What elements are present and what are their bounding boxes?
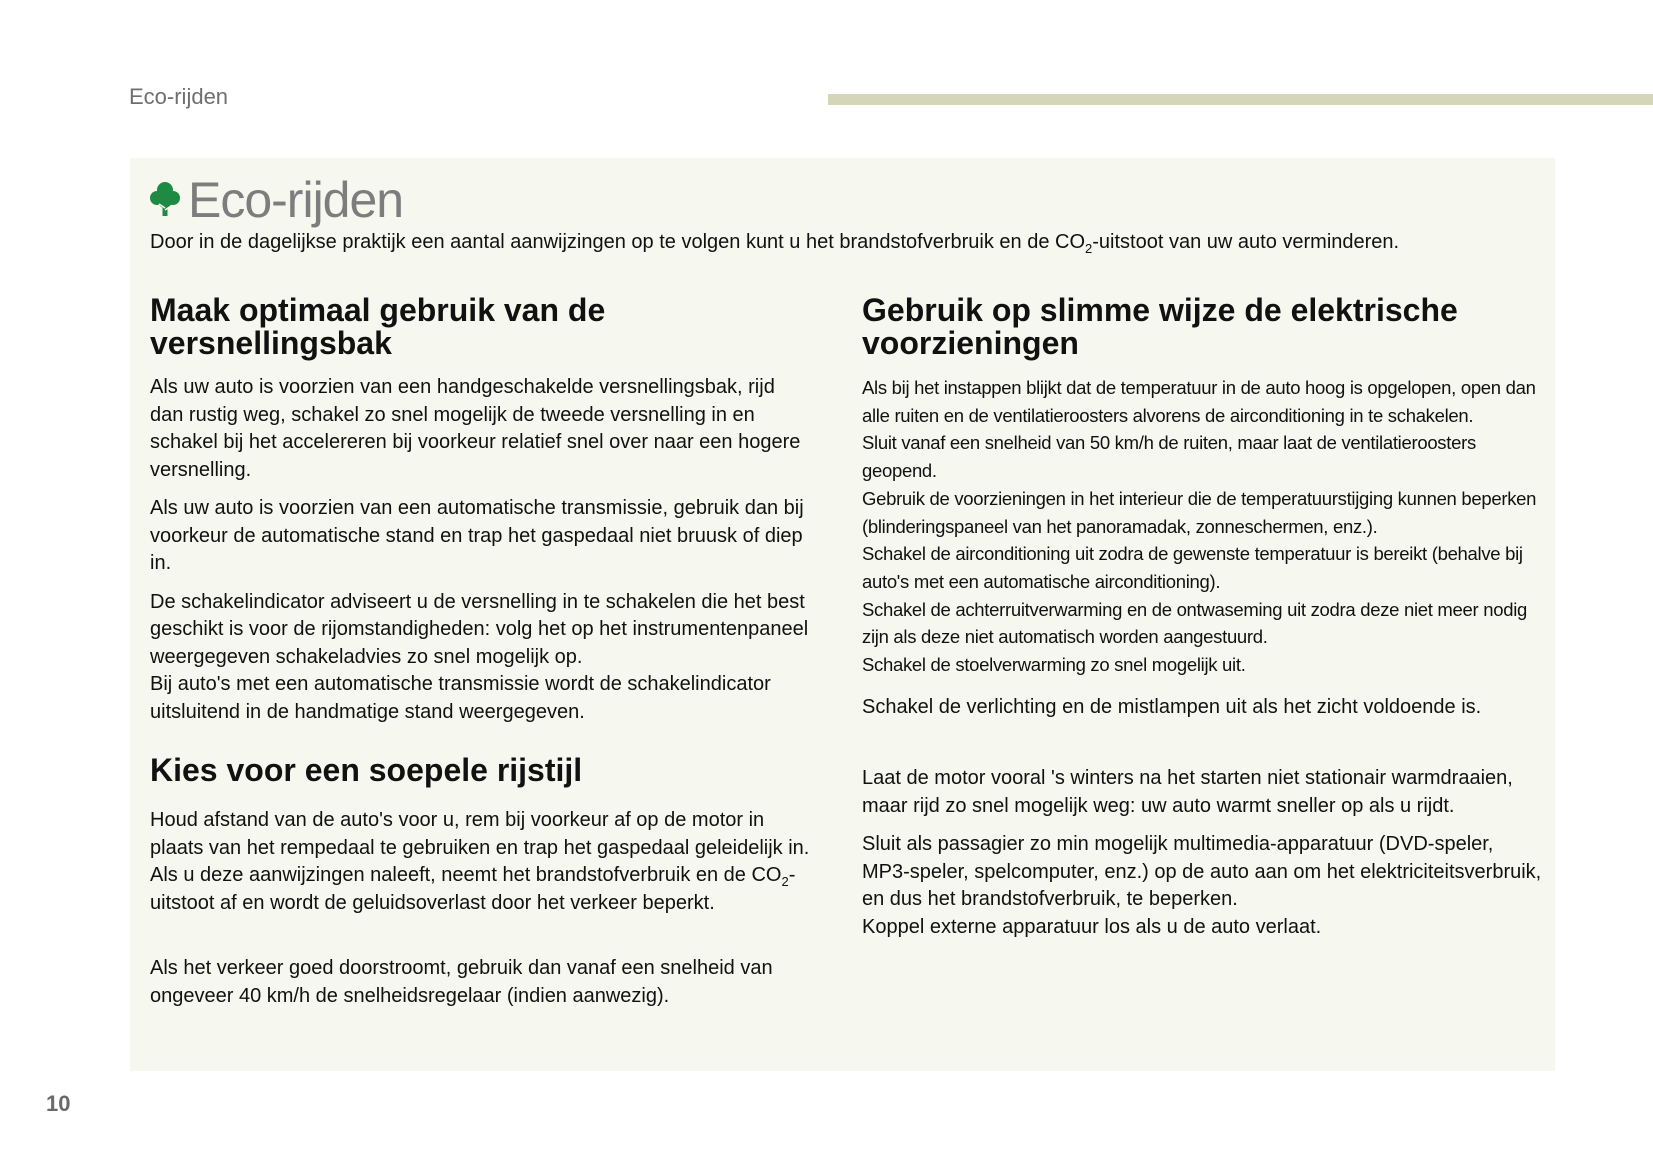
- header-bar: [828, 94, 1653, 105]
- intro-text: [150, 229, 1399, 255]
- gearbox-heading: Maak optimaal gebruik van de versnellingsbak: [150, 292, 606, 361]
- smooth-driving-heading: Kies voor een soepele rijstijl: [150, 752, 583, 788]
- gearbox-paragraph-indicator-auto: Bij auto's met een automatische transmissie wordt de schakelindicator uitsluitend in de handmatige stand weergegeven.: [150, 673, 771, 723]
- page-number: 10: [46, 1091, 71, 1116]
- intro-text-before: Door in de dagelijkse praktijk een aantal aanwijzingen op te volgen kunt u het brandstofverbruik en de CO: [150, 231, 1086, 253]
- electrical-item: Schakel de stoelverwarming zo snel mogelijk uit.: [862, 654, 1246, 676]
- intro-text-after: -uitstoot van uw auto verminderen.: [1092, 231, 1400, 253]
- left-column: [150, 294, 810, 1010]
- gearbox-paragraph-indicator: De schakelindicator adviseert u de versnelling in te schakelen die het best geschikt is voor de rijomstandigheden: volg het op het instrumentenpaneel weergegeven schakeladvies zo snel mogelijk op.: [150, 590, 809, 668]
- electrical-item: Schakel de airconditioning uit zodra de gewenste temperatuur is bereikt (behalve bij auto's met een automatische airconditioning).: [862, 543, 1523, 592]
- content-panel: [130, 158, 1555, 1071]
- smooth-subscript: 2: [781, 874, 789, 889]
- smooth-driving-section: [150, 754, 810, 1010]
- title-row: [150, 170, 403, 230]
- electrical-item: Sluit vanaf een snelheid van 50 km/h de ruiten, maar laat de ventilatieroosters geopend.: [862, 432, 1476, 482]
- running-header: Eco-rijden: [129, 84, 229, 109]
- electrical-item: Schakel de achterruitverwarming en de ontwaseming uit zodra deze niet meer nodig zijn als deze niet automatisch worden aangestuurd.: [862, 598, 1527, 648]
- external-paragraph: Koppel externe apparatuur los als u de auto verlaat.: [862, 915, 1322, 938]
- tree-icon: [150, 180, 180, 220]
- gearbox-section: [150, 294, 810, 726]
- smooth-driving-paragraph: [150, 807, 810, 917]
- electrical-list: [862, 374, 1542, 679]
- passenger-paragraph: Sluit als passagier zo min mogelijk multimedia-apparatuur (DVD-speler, MP3-speler, spelcomputer, enz.) op de auto aan om het elektriciteitsverbruik, en dus het brandstofverbruik, te beperken.: [862, 833, 1542, 911]
- electrical-item: Als bij het instappen blijkt dat de temperatuur in de auto hoog is opgelopen, open dan alle ruiten en de ventilatieroosters alvorens de airconditioning in te schakelen.: [862, 377, 1536, 426]
- right-column: [862, 294, 1542, 941]
- gearbox-paragraph-automatic: Als uw auto is voorzien van een automatische transmissie, gebruik dan bij voorkeur de automatische stand en trap het gaspedaal niet bruusk of diep in.: [150, 497, 804, 574]
- motor-paragraph: Laat de motor vooral 's winters na het starten niet stationair warmdraaien, maar rijd zo snel mogelijk weg: uw auto warmt sneller op als u rijdt.: [862, 767, 1513, 817]
- lights-paragraph: Schakel de verlichting en de mistlampen uit als het zicht voldoende is.: [862, 695, 1482, 718]
- intro-subscript: 2: [1085, 241, 1093, 256]
- electrical-heading: Gebruik op slimme wijze de elektrische voorzieningen: [862, 292, 1458, 361]
- electrical-item: Gebruik de voorzieningen in het interieur die de temperatuurstijging kunnen beperken (blinderingspaneel van het panoramadak, zonneschermen, enz.).: [862, 487, 1537, 537]
- smooth-text-after: -uitstoot af en wordt de geluidsoverlast door het verkeer beperkt.: [150, 864, 796, 914]
- gearbox-paragraph-manual: Als uw auto is voorzien van een handgeschakelde versnellingsbak, rijd dan rustig weg, schakel zo snel mogelijk de tweede versnelling in en schakel bij het accelereren bij voorkeur relatief snel over naar een hogere versnelling.: [150, 376, 801, 481]
- smooth-text-before: Houd afstand van de auto's voor u, rem bij voorkeur af op de motor in plaats van het rempedaal te gebruiken en trap het gaspedaal geleidelijk in. Als u deze aanwijzingen naleeft, neemt het brandstofverbruik en de CO: [150, 809, 810, 886]
- page-title: Eco-rijden: [188, 172, 404, 228]
- cruise-control-paragraph: Als het verkeer goed doorstroomt, gebruik dan vanaf een snelheid van ongeveer 40 km/h de snelheidsregelaar (indien aanwezig).: [150, 957, 773, 1007]
